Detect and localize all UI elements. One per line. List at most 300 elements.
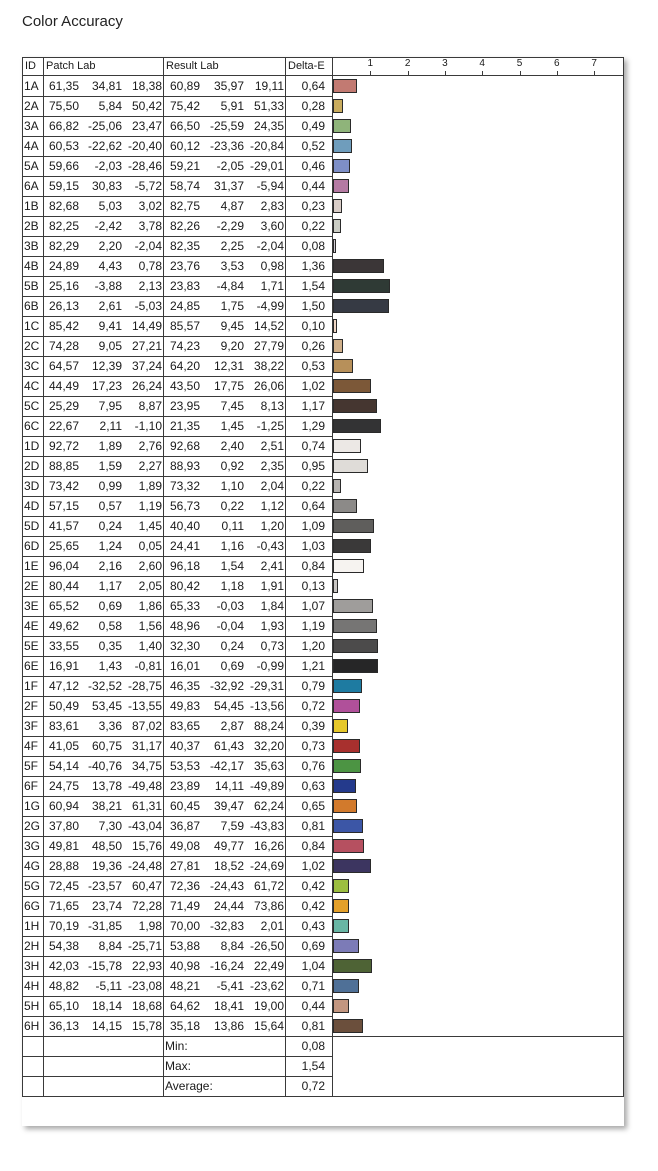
delta-e-value: 0,28: [301, 99, 325, 113]
result-lab-value: 53,88: [169, 939, 200, 953]
result-lab-value: 17,75: [213, 379, 244, 393]
result-lab-value: 85,57: [169, 319, 200, 333]
header-delta-e: Delta-E: [288, 60, 325, 72]
result-lab-value: 5,91: [220, 99, 244, 113]
patch-id: 6H: [24, 1019, 40, 1033]
result-lab-value: 40,37: [169, 739, 200, 753]
patch-lab-value: 47,12: [48, 679, 79, 693]
patch-lab-value: 5,84: [98, 99, 122, 113]
patch-id: 3B: [24, 239, 39, 253]
patch-lab-value: 33,55: [48, 639, 79, 653]
result-lab-value: 2,01: [260, 919, 284, 933]
result-lab-value: 64,62: [169, 999, 200, 1013]
row-divider: [22, 136, 332, 137]
delta-e-value: 0,64: [301, 499, 325, 513]
result-lab-value: -0,43: [256, 539, 284, 553]
row-divider: [22, 256, 332, 257]
patch-lab-value: 31,17: [131, 739, 162, 753]
delta-e-value: 1,54: [301, 279, 325, 293]
result-lab-value: 27,81: [169, 859, 200, 873]
result-lab-value: -25,59: [209, 119, 244, 133]
patch-lab-value: 72,45: [48, 879, 79, 893]
result-lab-value: 0,22: [220, 499, 244, 513]
patch-id: 1F: [24, 679, 39, 693]
result-lab-value: 60,89: [169, 79, 200, 93]
patch-lab-value: -5,72: [134, 179, 162, 193]
delta-e-value: 0,64: [301, 79, 325, 93]
patch-lab-value: 18,14: [91, 999, 122, 1013]
patch-lab-value: 49,81: [48, 839, 79, 853]
result-lab-value: 15,64: [253, 1019, 284, 1033]
patch-lab-value: 14,49: [131, 319, 162, 333]
patch-id: 3A: [24, 119, 39, 133]
patch-lab-value: 88,85: [48, 459, 79, 473]
patch-lab-value: -43,04: [127, 819, 162, 833]
row-divider: [22, 636, 332, 637]
result-lab-value: 13,86: [213, 1019, 244, 1033]
delta-e-value: 0,42: [301, 879, 325, 893]
result-lab-value: 2,25: [220, 239, 244, 253]
row-divider: [22, 976, 332, 977]
result-lab-value: 8,84: [220, 939, 244, 953]
delta-e-bar: [333, 459, 368, 473]
delta-e-value: 0,72: [301, 699, 325, 713]
patch-lab-value: 0,24: [98, 519, 122, 533]
delta-e-bar: [333, 259, 384, 273]
result-lab-value: 1,91: [260, 579, 284, 593]
patch-id: 5A: [24, 159, 39, 173]
axis-tick-label: 7: [591, 58, 597, 69]
patch-lab-value: 9,05: [98, 339, 122, 353]
patch-lab-value: -5,11: [95, 979, 122, 993]
result-lab-value: -23,36: [209, 139, 244, 153]
patch-lab-value: 27,21: [131, 339, 162, 353]
delta-e-value: 1,17: [301, 399, 325, 413]
patch-lab-value: 61,35: [48, 79, 79, 93]
patch-lab-value: 74,28: [48, 339, 79, 353]
patch-lab-value: 25,16: [48, 279, 79, 293]
row-divider: [22, 116, 332, 117]
result-lab-value: 1,84: [260, 599, 284, 613]
patch-lab-value: 59,15: [48, 179, 79, 193]
delta-e-bar: [333, 1019, 363, 1033]
patch-lab-value: 15,78: [131, 1019, 162, 1033]
axis-tick-label: 3: [442, 58, 448, 69]
result-lab-value: 2,51: [260, 439, 284, 453]
patch-id: 5D: [24, 519, 40, 533]
delta-e-value: 0,95: [301, 459, 325, 473]
result-lab-value: 53,53: [169, 759, 200, 773]
patch-lab-value: 96,04: [48, 559, 79, 573]
patch-id: 1C: [24, 319, 40, 333]
patch-lab-value: 12,39: [91, 359, 122, 373]
row-divider: [22, 516, 332, 517]
row-divider: [22, 376, 332, 377]
patch-lab-value: 24,89: [48, 259, 79, 273]
patch-lab-value: 17,23: [91, 379, 122, 393]
delta-e-bar: [333, 579, 338, 593]
patch-lab-value: 73,42: [48, 479, 79, 493]
row-divider: [22, 296, 332, 297]
result-lab-value: 24,41: [169, 539, 200, 553]
result-lab-value: 62,24: [253, 799, 284, 813]
patch-lab-value: -23,08: [127, 979, 162, 993]
delta-e-bar: [333, 619, 377, 633]
patch-lab-value: 15,76: [131, 839, 162, 853]
row-divider: [22, 576, 332, 577]
patch-lab-value: 0,57: [98, 499, 122, 513]
patch-lab-value: 5,03: [98, 199, 122, 213]
patch-lab-value: 1,89: [138, 479, 162, 493]
delta-e-value: 0,44: [301, 999, 325, 1013]
delta-e-bar: [333, 339, 343, 353]
delta-e-value: 0,13: [301, 579, 325, 593]
result-lab-value: -4,84: [216, 279, 244, 293]
delta-e-value: 0,81: [301, 1019, 325, 1033]
patch-id: 6F: [24, 779, 39, 793]
patch-lab-value: -28,46: [127, 159, 162, 173]
patch-id: 1D: [24, 439, 40, 453]
patch-lab-value: 71,65: [48, 899, 79, 913]
patch-lab-value: 64,57: [48, 359, 79, 373]
result-lab-value: -29,31: [249, 679, 284, 693]
patch-lab-value: 1,43: [98, 659, 122, 673]
result-lab-value: -24,69: [249, 859, 284, 873]
patch-id: 4D: [24, 499, 40, 513]
result-lab-value: 16,01: [169, 659, 200, 673]
patch-lab-value: 92,72: [48, 439, 79, 453]
patch-id: 1B: [24, 199, 39, 213]
patch-id: 4E: [24, 619, 39, 633]
result-lab-value: -32,92: [209, 679, 244, 693]
result-lab-value: 35,63: [253, 759, 284, 773]
result-lab-value: -29,01: [249, 159, 284, 173]
delta-e-bar: [333, 819, 363, 833]
delta-e-bar: [333, 959, 372, 973]
result-lab-value: 40,40: [169, 519, 200, 533]
result-lab-value: -5,41: [216, 979, 244, 993]
result-lab-value: 18,52: [213, 859, 244, 873]
delta-e-value: 0,08: [301, 239, 325, 253]
result-lab-value: 1,20: [260, 519, 284, 533]
patch-lab-value: 0,05: [138, 539, 162, 553]
patch-lab-value: 3,02: [138, 199, 162, 213]
patch-lab-value: 50,49: [48, 699, 79, 713]
patch-lab-value: 3,36: [98, 719, 122, 733]
patch-id: 3H: [24, 959, 40, 973]
delta-e-bar: [333, 719, 348, 733]
result-lab-value: 19,11: [254, 79, 284, 93]
delta-e-value: 1,03: [301, 539, 325, 553]
result-lab-value: 18,41: [213, 999, 244, 1013]
result-lab-value: 36,87: [169, 819, 200, 833]
patch-lab-value: 7,30: [98, 819, 122, 833]
patch-lab-value: 23,74: [91, 899, 122, 913]
patch-lab-value: -49,48: [127, 779, 162, 793]
patch-id: 5G: [24, 879, 41, 893]
delta-e-bar: [333, 239, 336, 253]
result-lab-value: 88,24: [253, 719, 284, 733]
patch-lab-value: 48,82: [48, 979, 79, 993]
delta-e-bar: [333, 899, 349, 913]
row-divider: [22, 436, 332, 437]
result-lab-value: 1,71: [260, 279, 284, 293]
header-result-lab: Result Lab: [166, 60, 219, 72]
delta-e-value: 0,26: [301, 339, 325, 353]
result-lab-value: 70,00: [169, 919, 200, 933]
patch-lab-value: 1,24: [98, 539, 122, 553]
result-lab-value: 40,98: [169, 959, 200, 973]
patch-lab-value: 1,98: [138, 919, 162, 933]
summary-label: Min:: [165, 1039, 188, 1053]
patch-lab-value: 34,81: [91, 79, 122, 93]
patch-lab-value: 50,42: [131, 99, 162, 113]
result-lab-value: 21,35: [169, 419, 200, 433]
patch-lab-value: 54,38: [48, 939, 79, 953]
patch-lab-value: 23,47: [131, 119, 162, 133]
axis-tick-label: 6: [554, 58, 560, 69]
delta-e-bar: [333, 999, 349, 1013]
patch-lab-value: 87,02: [131, 719, 162, 733]
patch-lab-value: 25,65: [48, 539, 79, 553]
patch-lab-value: 66,82: [48, 119, 79, 133]
patch-lab-value: 59,66: [48, 159, 79, 173]
patch-lab-value: 83,61: [48, 719, 79, 733]
delta-e-value: 0,22: [301, 219, 325, 233]
patch-lab-value: 1,86: [138, 599, 162, 613]
patch-lab-value: 1,19: [138, 499, 162, 513]
delta-e-value: 1,29: [301, 419, 325, 433]
result-lab-value: 3,53: [220, 259, 244, 273]
result-lab-value: 12,31: [213, 359, 244, 373]
result-lab-value: 48,96: [169, 619, 200, 633]
row-divider: [22, 916, 332, 917]
summary-value: 0,08: [301, 1039, 325, 1053]
result-lab-value: -24,43: [209, 879, 244, 893]
page-title: Color Accuracy: [22, 13, 123, 30]
patch-lab-value: 2,27: [138, 459, 162, 473]
result-lab-value: -23,62: [249, 979, 284, 993]
delta-e-value: 0,22: [301, 479, 325, 493]
summary-label: Max:: [165, 1059, 192, 1073]
delta-e-bar: [333, 219, 341, 233]
row-divider: [22, 476, 332, 477]
row-divider: [22, 956, 332, 957]
delta-e-bar: [333, 659, 378, 673]
result-lab-value: 1,93: [260, 619, 284, 633]
patch-lab-value: 0,78: [138, 259, 162, 273]
result-lab-value: 61,72: [253, 879, 284, 893]
result-lab-value: -2,29: [216, 219, 244, 233]
result-lab-value: 46,35: [169, 679, 200, 693]
delta-e-bar: [333, 839, 364, 853]
patch-lab-value: 61,31: [131, 799, 162, 813]
patch-lab-value: 75,50: [48, 99, 79, 113]
patch-lab-value: 0,35: [98, 639, 122, 653]
table-border-bottom: [22, 1096, 624, 1097]
summary-value: 0,72: [301, 1079, 325, 1093]
row-divider: [22, 696, 332, 697]
patch-lab-value: 2,20: [98, 239, 122, 253]
result-lab-value: 48,21: [169, 979, 200, 993]
delta-e-bar: [333, 439, 361, 453]
row-divider: [22, 276, 332, 277]
result-lab-value: -2,04: [256, 239, 284, 253]
result-lab-value: 27,79: [253, 339, 284, 353]
patch-lab-value: -25,71: [127, 939, 162, 953]
patch-lab-value: 85,42: [48, 319, 79, 333]
patch-id: 2F: [24, 699, 39, 713]
result-lab-value: 88,93: [169, 459, 200, 473]
result-lab-value: 24,44: [213, 899, 244, 913]
result-lab-value: 22,49: [253, 959, 284, 973]
result-lab-value: 0,73: [260, 639, 284, 653]
delta-e-bar: [333, 939, 359, 953]
delta-e-value: 0,49: [301, 119, 325, 133]
patch-lab-value: 8,84: [98, 939, 122, 953]
patch-id: 6D: [24, 539, 40, 553]
row-divider: [22, 996, 332, 997]
patch-lab-value: 82,25: [48, 219, 79, 233]
delta-e-bar: [333, 139, 352, 153]
patch-lab-value: 44,49: [48, 379, 79, 393]
delta-e-value: 1,02: [301, 859, 325, 873]
patch-id: 2G: [24, 819, 41, 833]
delta-e-bar: [333, 779, 356, 793]
result-lab-value: 14,11: [214, 779, 244, 793]
delta-e-value: 0,65: [301, 799, 325, 813]
patch-lab-value: 28,88: [48, 859, 79, 873]
result-lab-value: 83,65: [169, 719, 200, 733]
result-lab-value: 58,74: [169, 179, 200, 193]
patch-lab-value: 1,45: [138, 519, 162, 533]
patch-lab-value: -15,78: [87, 959, 122, 973]
patch-lab-value: -2,03: [94, 159, 122, 173]
patch-id: 2C: [24, 339, 40, 353]
result-lab-value: 38,22: [253, 359, 284, 373]
delta-e-value: 0,10: [301, 319, 325, 333]
delta-e-bar: [333, 319, 337, 333]
result-lab-value: 60,12: [169, 139, 200, 153]
row-divider: [22, 656, 332, 657]
patch-lab-value: 24,75: [48, 779, 79, 793]
row-divider: [22, 756, 332, 757]
result-lab-value: 2,40: [220, 439, 244, 453]
patch-lab-value: 37,80: [48, 819, 79, 833]
delta-e-bar: [333, 99, 343, 113]
result-lab-value: 43,50: [169, 379, 200, 393]
delta-e-value: 0,69: [301, 939, 325, 953]
result-lab-value: 32,20: [253, 739, 284, 753]
delta-e-value: 0,23: [301, 199, 325, 213]
patch-lab-value: 72,28: [131, 899, 162, 913]
delta-e-bar: [333, 479, 341, 493]
result-lab-value: -0,04: [216, 619, 244, 633]
patch-lab-value: -23,57: [87, 879, 122, 893]
patch-lab-value: 53,45: [91, 699, 122, 713]
delta-e-bar: [333, 499, 357, 513]
patch-id: 1E: [24, 559, 39, 573]
result-lab-value: 0,92: [220, 459, 244, 473]
patch-lab-value: 9,41: [98, 319, 122, 333]
row-divider: [22, 396, 332, 397]
delta-e-value: 1,09: [301, 519, 325, 533]
delta-e-bar: [333, 379, 371, 393]
delta-e-value: 1,20: [301, 639, 325, 653]
result-lab-value: 1,18: [220, 579, 244, 593]
result-lab-value: 72,36: [169, 879, 200, 893]
header-id: ID: [25, 60, 36, 72]
result-lab-value: 56,73: [169, 499, 200, 513]
patch-id: 5C: [24, 399, 40, 413]
delta-e-bar: [333, 879, 349, 893]
result-lab-value: 2,87: [220, 719, 244, 733]
result-lab-value: 26,06: [253, 379, 284, 393]
result-lab-value: 23,95: [169, 399, 200, 413]
result-lab-value: 35,97: [213, 79, 244, 93]
result-lab-value: 2,04: [260, 479, 284, 493]
delta-e-value: 0,39: [301, 719, 325, 733]
patch-lab-value: 7,95: [98, 399, 122, 413]
patch-lab-value: -25,06: [87, 119, 122, 133]
axis-tick-label: 2: [404, 58, 411, 69]
patch-lab-value: 82,68: [48, 199, 79, 213]
patch-lab-value: 2,76: [138, 439, 162, 453]
patch-id: 5B: [24, 279, 39, 293]
result-lab-value: 49,08: [169, 839, 200, 853]
delta-e-value: 0,43: [301, 919, 325, 933]
patch-lab-value: 0,69: [98, 599, 122, 613]
row-divider: [22, 336, 332, 337]
row-divider: [22, 736, 332, 737]
patch-id: 4F: [24, 739, 39, 753]
result-lab-value: -16,24: [209, 959, 244, 973]
patch-lab-value: 70,19: [48, 919, 79, 933]
patch-lab-value: 41,57: [48, 519, 79, 533]
delta-e-value: 0,44: [301, 179, 325, 193]
summary-value: 1,54: [301, 1059, 325, 1073]
row-divider: [22, 876, 332, 877]
result-lab-value: 16,26: [253, 839, 284, 853]
axis-tick-label: 4: [479, 58, 485, 69]
patch-lab-value: 82,29: [48, 239, 79, 253]
result-lab-value: 23,89: [169, 779, 200, 793]
patch-lab-value: -2,42: [94, 219, 122, 233]
result-lab-value: 1,10: [220, 479, 244, 493]
result-lab-value: 54,45: [213, 699, 244, 713]
axis-tick-label: 1: [367, 58, 374, 69]
axis-tick-label: 5: [516, 58, 523, 69]
patch-lab-value: -1,10: [134, 419, 162, 433]
row-divider: [22, 596, 332, 597]
color-accuracy-table: [22, 57, 624, 1126]
result-lab-value: 7,59: [220, 819, 244, 833]
row-divider: [22, 816, 332, 817]
row-divider: [22, 456, 332, 457]
patch-lab-value: 14,15: [91, 1019, 122, 1033]
delta-e-value: 0,42: [301, 899, 325, 913]
patch-lab-value: -20,40: [127, 139, 162, 153]
patch-lab-value: 8,87: [138, 399, 162, 413]
delta-e-value: 1,04: [301, 959, 325, 973]
result-lab-value: 82,35: [169, 239, 200, 253]
row-divider: [22, 716, 332, 717]
result-lab-value: 14,52: [253, 319, 284, 333]
patch-id: 3F: [24, 719, 39, 733]
row-divider: [22, 1076, 332, 1077]
patch-lab-value: 1,59: [98, 459, 122, 473]
delta-e-value: 0,46: [301, 159, 325, 173]
